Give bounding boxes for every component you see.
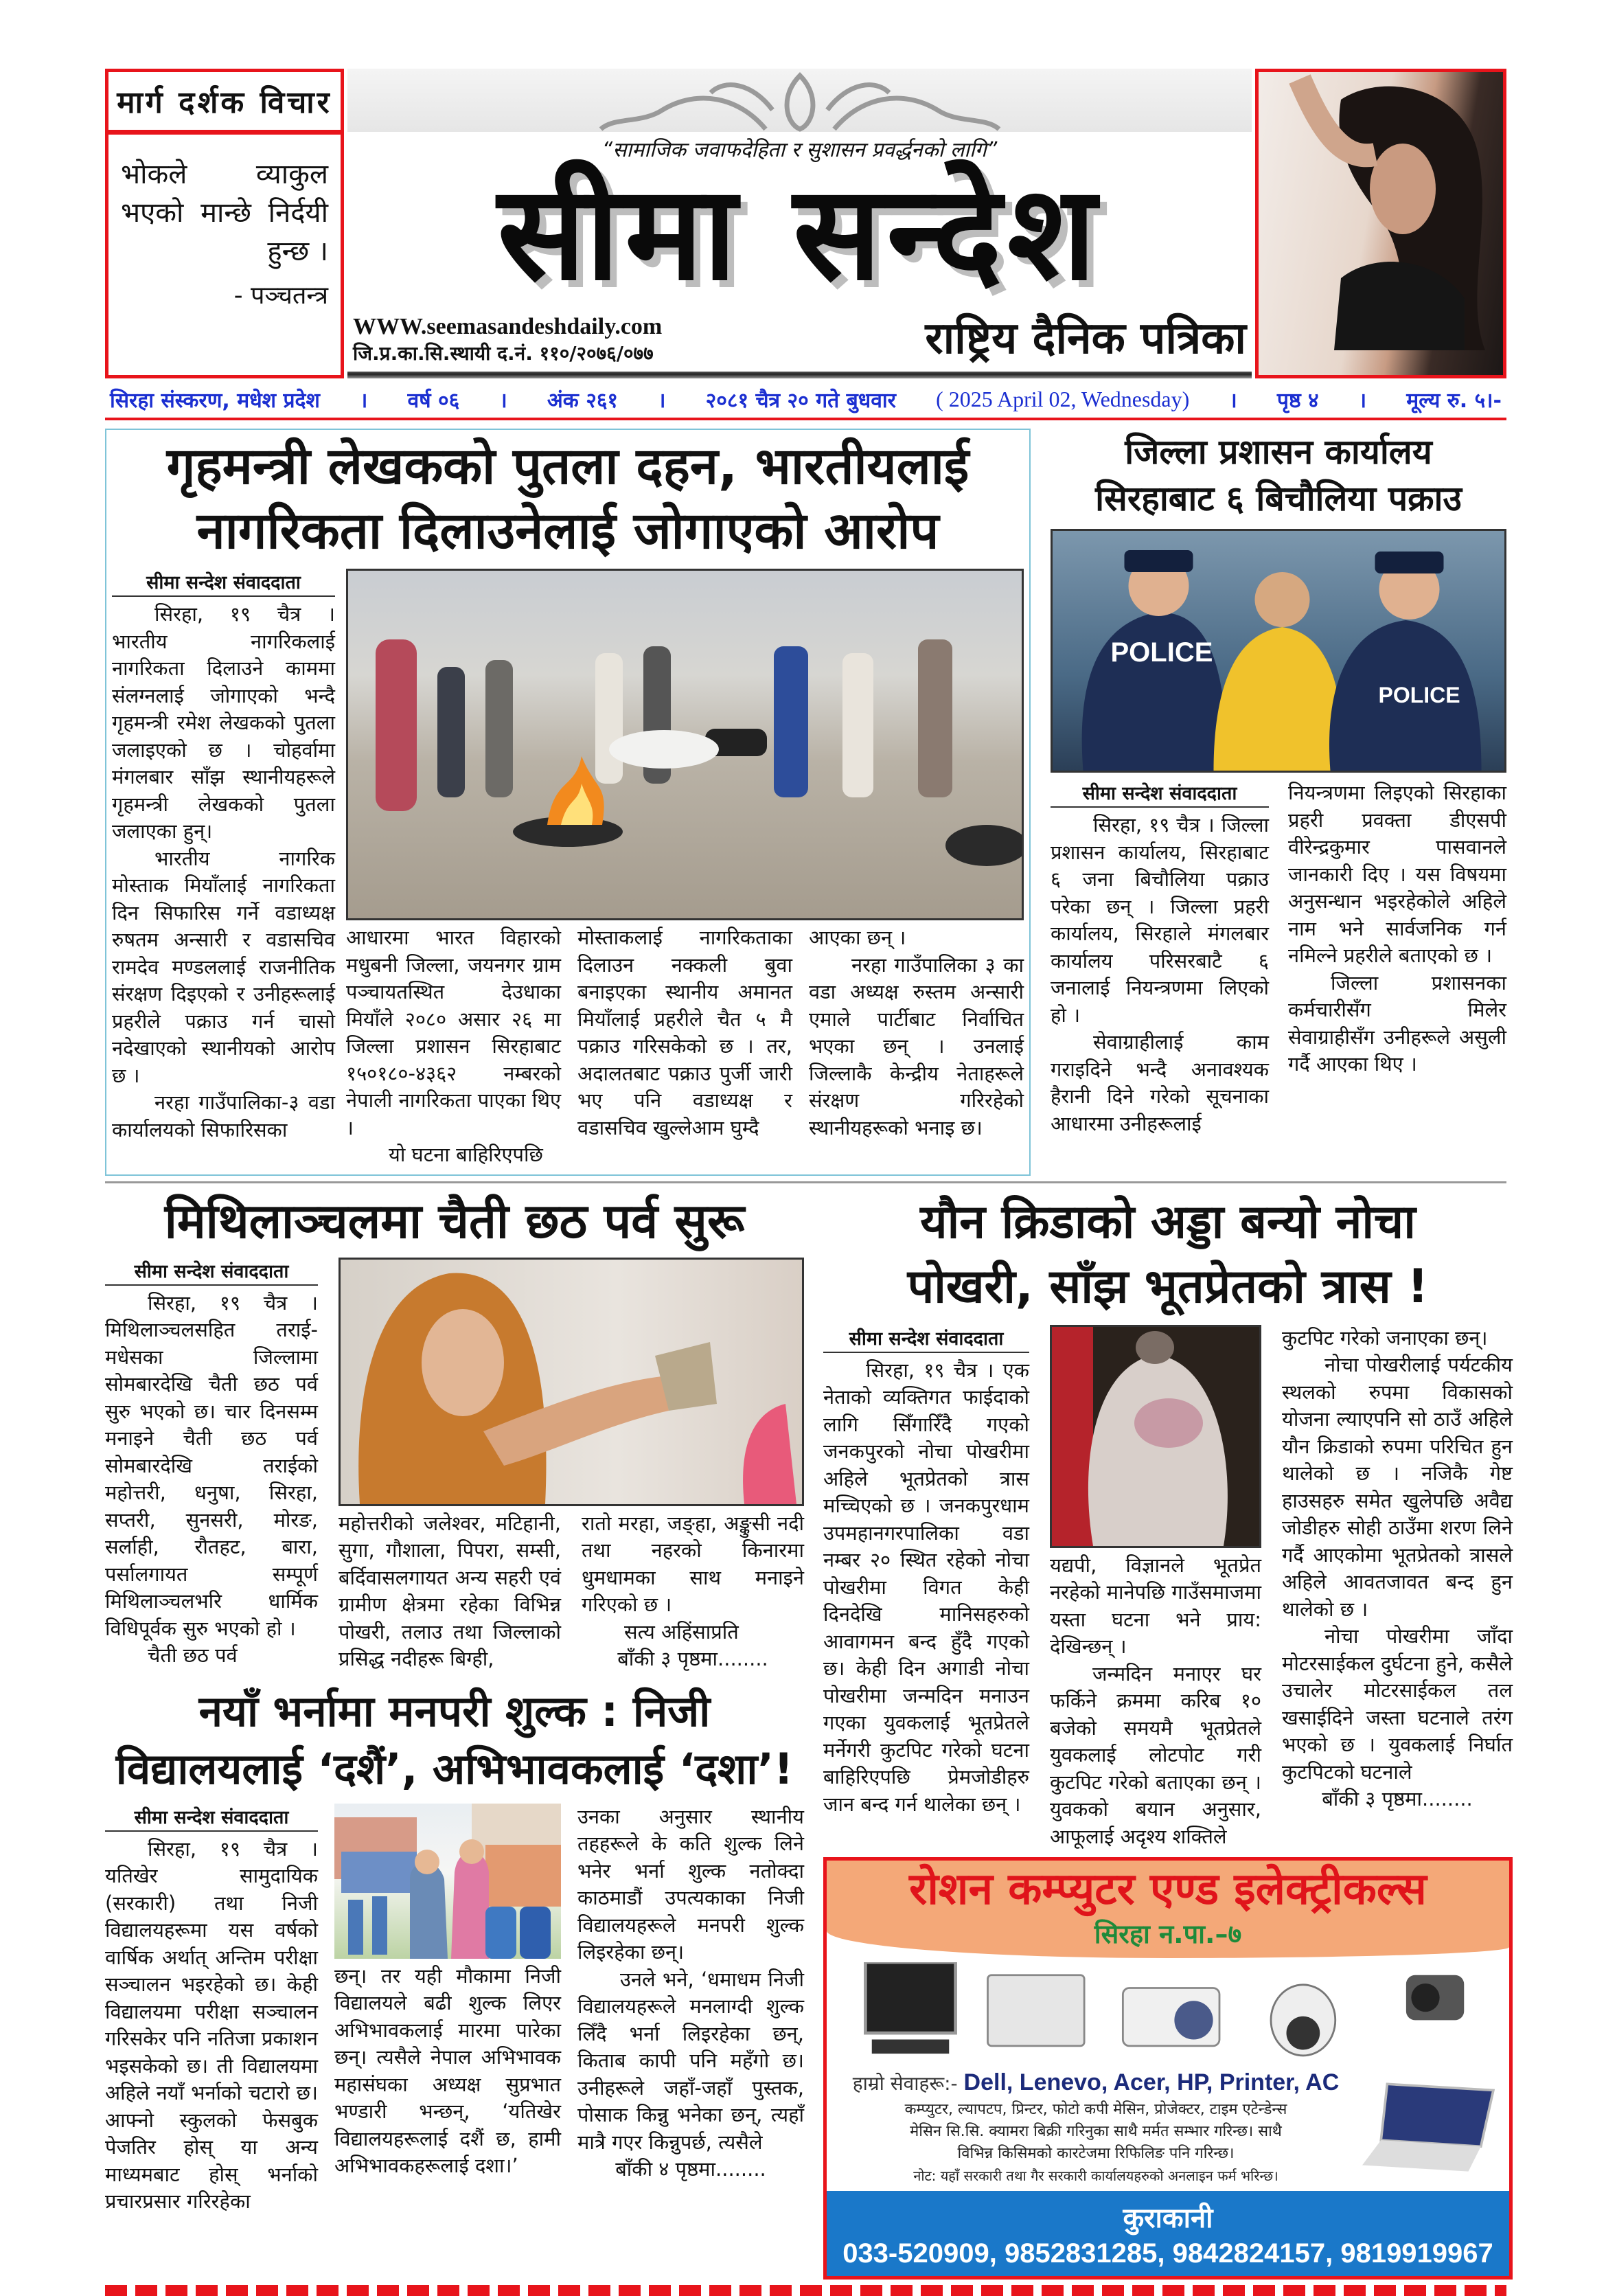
separator: । — [658, 389, 666, 413]
paragraph: यो घटना बाहिरिएपछि — [389, 1143, 543, 1167]
byline: सीमा सन्देश संवाददाता — [105, 1258, 318, 1286]
ad-title: रोशन कम्प्युटर एण्ड इलेक्ट्रीकल्स — [909, 1864, 1427, 1916]
masthead-tagline: “सामाजिक जवाफदेहिता र सुशासन प्रवर्द्धनको लागि” — [601, 138, 998, 162]
headline-line: नागरिकता दिलाउनेलाई जोगाएको आरोप — [196, 501, 939, 561]
woman-offering-water-icon — [341, 1260, 802, 1504]
section-divider — [105, 1181, 1506, 1183]
chhath-worshipper-photo — [339, 1258, 804, 1506]
headline-line: नयाँ भर्नामा मनपरी शुल्क : निजी — [198, 1685, 711, 1736]
paragraph: आधारमा भारत विहारको मधुबनी जिल्ला, जयनगर ग्राम पञ्चायतस्थित देउधाका मियाँले २०८० असार २६ मा जिल्ला प्रशासन सिरहाबाट १५०१८०-४३६२ नम्बरको नेपाली नागरिकता पाएका थिए । — [346, 926, 561, 1139]
thought-box-title: मार्ग दर्शक विचार — [108, 72, 341, 135]
issue-number: अंक २६१ — [547, 389, 619, 413]
crowd-with-fire-icon — [348, 571, 1024, 918]
ad-services-label: हाम्रो सेवाहरू:- — [852, 2071, 958, 2095]
bottom-stories-row — [105, 1190, 1513, 2280]
article-headline[interactable] — [112, 434, 1024, 563]
article-body — [105, 1258, 804, 1673]
article-column — [1288, 780, 1506, 1078]
woman-portrait-icon — [1259, 72, 1503, 350]
paragraph: मोस्ताकलाई नागरिकताका दिलाउन नक्कली बुवा बनाइएका स्थानीय अमानत मियाँलाई प्रहरीले चैत ५ मै पक्राउ गरिसकेको छ । तर, अदालतबाट पक्राउ पुर्जी जारी भए पनि वडाध्यक्ष र वडासचिव खुल्लेआम घुम्दै — [577, 926, 792, 1139]
separator: । — [499, 389, 507, 413]
header — [105, 69, 1506, 378]
headline-line: जिल्ला प्रशासन कार्यालय — [1125, 432, 1432, 473]
article-left-column — [823, 1325, 1029, 1819]
thought-quote: भोकले व्याकुल भएको मान्छे निर्दयी हुन्छ । — [121, 159, 328, 267]
thought-of-the-day-box — [105, 69, 344, 378]
parents-and-students-icon — [334, 1804, 561, 1959]
headline-line: यौन क्रिडाको अड्डा बन्यो नोचा — [920, 1194, 1416, 1249]
paragraph: छन्। तर यही मौकामा निजी विद्यालयले बढी शुल्क लिएर अभिभावकलाई मारमा पारेका छन्। त्यसैले नेपाल अभिभावक महासंघका अध्यक्ष सुप्रभात भण्डारी भन्छन्, ‘यतिखेर विद्यालयहरूलाई दशैं छ, हामी अभिभावकहरूलाई दशा।’ — [334, 1964, 561, 2178]
registration-number: जि.प्र.का.सि.स्थायी द.नं. ११०/२०७६/०७७ — [353, 342, 654, 365]
newspaper-page — [105, 69, 1513, 2296]
header-divider — [105, 418, 1506, 420]
article-chhath-festival[interactable] — [105, 1190, 804, 1673]
continued-on-page[interactable]: बाँकी ३ पृष्ठमा........ — [617, 1647, 768, 1671]
paragraph: सिरहा, १९ चैत्र । मिथिलाञ्चलसहित तराई-मधेसका जिल्लामा सोमबारदेखि चैती छठ पर्व सुरु भएको छ। चार दिनसम्म मनाइने चैती छठ पर्व सोमबारदेखि तराईको महोत्तरी, धनुषा, सिरहा, सप्तरी, सुनसरी, मोरङ, सर्लाही, रौतहट, बारा, पर्सालगायत सम्पूर्ण मिथिलाञ्चलभरि धार्मिक विधिपूर्वक सुरु भएको हो । — [105, 1291, 318, 1640]
dateline-bar — [105, 378, 1506, 418]
article-column — [577, 1804, 804, 2183]
article-nocha-pond[interactable] — [823, 1190, 1513, 1851]
article-left-column — [1051, 780, 1269, 1137]
article-column — [823, 1357, 1029, 1819]
ad-contact-bar — [827, 2191, 1509, 2276]
ad-services-area — [827, 2065, 1509, 2191]
paragraph: सिरहा, १९ चैत्र । एक नेताको व्यक्तिगत फाईदाको लागि सिँगारिँदै गएको जनकपुरको नोचा पोखरीमा अहिले भूतप्रेतको त्रास मच्चिएको छ । जनकपुरधाम उपमहानगरपालिका वडा नम्बर २० स्थित रहेको नोचा पोखरीमा विगत केही दिनदेखि मानिसहरुको आवागमन बन्द हुँदै गएको छ। केही दिन अगाडी नोचा पोखरीमा जन्मदिन मनाउन गएका युवकलाई भूतप्रेतले मर्नेगरी कुटपिट गरेको घटना बाहिरिएपछि प्रेमजोडीहरु जान बन्द गर्न थालेका छन् । — [823, 1358, 1029, 1816]
article-home-minister[interactable] — [105, 429, 1031, 1176]
separator: । — [1358, 389, 1367, 413]
paragraph: आएका छन् । — [809, 926, 906, 950]
paragraph: नोचा पोखरीलाई पर्यटकीय स्थलको रुपमा विकासको योजना ल्याएपनि सो ठाउँ अहिले यौन क्रिडाको रुपमा परिचित हुन थालेको छ । नजिकै गेष्ट हाउसहरु समेत खुलेपछि अवैद्य जोडीहरु सोही ठाउँमा शरण लिने गर्दै आएकोमा भूतप्रेतको त्रासले अहिले आवतजावत बन्द हुन थालेको छ । — [1282, 1353, 1513, 1621]
article-column — [339, 1510, 561, 1673]
article-body — [1051, 780, 1506, 1137]
ad-brands: Dell, Lenevo, Acer, HP, Printer, AC — [963, 2069, 1340, 2095]
paragraph: भारतीय नागरिक मोस्ताक मियाँलाई नागरिकता दिन सिफारिस गर्ने वडाध्यक्ष रुषतम अन्सारी र वडासचिव रामदेव मण्डललाई राजनीतिक संरक्षण दिइएको र उनीहरूलाई प्रहरीले पक्राउ गर्न चासो नदेखाएको स्थानीयको आरोप छ । — [112, 846, 335, 1087]
ornament-flourish — [347, 69, 1252, 132]
article-left-column — [105, 1258, 318, 1670]
paragraph: उनले भने, ‘धमाधम निजी विद्यालयहरूले मनलाग्दी शुल्क लिँदै भर्ना लिइरहेका छन्, किताब कापी पनि महँगो छ। उनीहरूले जहाँ-जहाँ पुस्तक, पोसाक किन्नु भनेका छन्, त्यहाँ मात्रै गएर किन्नुपर्छ, त्यसैले — [577, 1967, 804, 2154]
masthead-bottom-row — [347, 304, 1252, 372]
headline-line: गृहमन्त्री लेखकको पुतला दहन, भारतीयलाई — [166, 437, 970, 497]
article-column — [809, 924, 1024, 1141]
article-headline[interactable] — [105, 1190, 804, 1252]
masthead-info — [353, 314, 662, 366]
edition: सिरहा संस्करण, मधेश प्रदेश — [110, 389, 320, 413]
article-headline[interactable] — [105, 1683, 804, 1798]
left-stack — [105, 1190, 804, 2216]
article-column — [1282, 1325, 1513, 1813]
article-column — [1050, 1552, 1261, 1851]
article-column — [112, 601, 335, 1144]
footer-dashed-border — [105, 2285, 1506, 2296]
police-lettering: POLICE — [1378, 683, 1460, 708]
ad-services-text — [836, 2069, 1355, 2187]
paragraph: नियन्त्रणमा लिइएको सिरहाका प्रहरी प्रवक्ता डीएसपी वीरेन्द्रकुमार पासवानले जानकारी दिए । यस विषयमा अनुसन्धान भइरहेकोले अहिले नाम भने सार्वजनिक गर्न नमिल्ने प्रहरीले बताएको छ । — [1288, 781, 1506, 968]
ad-description — [836, 2099, 1355, 2187]
thought-attribution: - पञ्चतन्त्र — [233, 282, 328, 310]
advertisement-roshan-computer[interactable] — [823, 1857, 1513, 2280]
ad-description-line: कम्प्युटर, ल्यापटप, प्रिन्टर, फोटो कपी मेसिन, प्रोजेक्टर, टाइम एटेन्डेन्स — [904, 2100, 1287, 2118]
article-body — [823, 1325, 1513, 1851]
separator: । — [1229, 389, 1237, 413]
article-column — [105, 1836, 318, 2216]
separator: । — [360, 389, 368, 413]
continued-on-page[interactable]: बाँकी ३ पृष्ठमा........ — [1322, 1787, 1473, 1811]
ad-description-line: विभिन्न किसिमको कारटेजमा रिफिलिङ पनि गरिन्छ। — [957, 2144, 1235, 2162]
paragraph: उनका अनुसार स्थानीय तहहरूले के कति शुल्क लिने भनेर भर्ना शुल्क नतोक्दा काठमाडौं उपत्यकाका निजी विद्यालयहरूले मनपरी शुल्क लिइरहेका छन्। — [577, 1804, 804, 1964]
bruised-back-icon — [1052, 1327, 1259, 1546]
top-stories-row — [105, 429, 1506, 1176]
continued-on-page[interactable]: बाँकी ४ पृष्ठमा........ — [615, 2157, 766, 2181]
masthead-subtitle: राष्ट्रिय दैनिक पत्रिका — [925, 313, 1246, 365]
paragraph: सिरहा, १९ चैत्र । जिल्ला प्रशासन कार्यालय, सिरहाबाट ६ जना बिचौलिया पक्राउ परेका छन् । जिल्ला प्रहरी कार्यालय, सिरहाले मंगलबार कार्यालय परिसरबाटै ६ जनालाई नियन्त्रणमा लिएको हो । — [1051, 813, 1269, 1027]
price: मूल्य रु. ५।- — [1406, 389, 1502, 413]
article-middle-area — [334, 1804, 561, 2180]
article-column — [1051, 812, 1269, 1137]
article-right-area — [339, 1258, 804, 1673]
ad-contact-label: कुराकानी — [1123, 2202, 1213, 2234]
newspaper-title: सीमा सन्देश — [497, 157, 1102, 309]
article-column — [577, 924, 792, 1141]
effigy-burning-photo — [346, 569, 1024, 920]
laptop-icon — [1362, 2076, 1500, 2179]
masthead-rule — [347, 372, 1252, 378]
right-stack — [823, 1190, 1513, 2280]
article-columns-row — [346, 924, 1024, 1169]
volume-year: वर्ष ०६ — [407, 389, 460, 413]
website-link[interactable]: WWW.seemasandeshdaily.com — [353, 314, 663, 340]
article-column — [582, 1510, 804, 1673]
model-photo — [1255, 69, 1506, 378]
article-headline[interactable] — [823, 1190, 1513, 1319]
paragraph: नरहा गाउँपालिका-३ वडा कार्यालयको सिफारिसका — [112, 1091, 335, 1141]
article-right-area — [346, 569, 1024, 1169]
paragraph: नरहा गाउँपालिका ३ का वडा अध्यक्ष रुस्तम अन्सारी एमाले पार्टीबाट निर्वाचित भएका छन् । उनलाई जिल्लाकै केन्द्रीय नेताहरूले संरक्षण गरिरहेको स्थानीयहरूको भनाइ छ। — [809, 953, 1024, 1139]
ad-services — [836, 2069, 1355, 2096]
article-school-fees[interactable] — [105, 1683, 804, 2216]
school-illustration — [334, 1804, 561, 1959]
paragraph: यद्यपी, विज्ञानले भूतप्रेत नरहेको मानेपछि गाउँसमाजमा यस्ता घटना भने प्राय: देखिन्छन् । — [1050, 1553, 1261, 1659]
headline-line: विद्यालयलाई ‘दशैं’, अभिभावकलाई ‘दशा’! — [115, 1743, 794, 1794]
ad-note: नोट: यहाँ सरकारी तथा गैर सरकारी कार्यालयहरुको अनलाइन फर्म भरिन्छ। — [913, 2167, 1278, 2184]
article-middle-area — [1050, 1325, 1261, 1851]
paragraph: जन्मदिन मनाएर घर फर्किने क्रममा करिब १० बजेको समयमै भूतप्रेतले युवकलाई लोटपोट गरी कुटपिट गरेको बताएका छन् । युवकको बयान अनुसार, आफूलाई अदृश्य शक्तिले — [1050, 1661, 1261, 1848]
byline: सीमा सन्देश संवाददाता — [823, 1325, 1029, 1353]
article-column — [105, 1290, 318, 1670]
article-body — [105, 1804, 804, 2216]
byline: सीमा सन्देश संवाददाता — [105, 1804, 318, 1832]
paragraph: जिल्ला प्रशासनका कर्मचारीसँग मिलेर सेवाग्राहीसँग उनीहरूले असुली गर्दै आएका थिए । — [1288, 970, 1506, 1076]
article-column — [346, 924, 561, 1169]
ornament-icon — [560, 69, 1040, 132]
ad-location: सिरहा न.पा.–७ — [1094, 1918, 1242, 1949]
ad-orange-banner — [827, 1861, 1509, 1958]
masthead — [347, 69, 1252, 378]
ad-products-icon — [838, 1962, 1498, 2065]
article-headline[interactable] — [1051, 429, 1506, 522]
injured-back-photo — [1050, 1325, 1261, 1548]
article-left-column — [112, 569, 335, 1144]
headline-line: पोखरी, साँझ भूतप्रेतको त्रास ! — [907, 1259, 1429, 1314]
paragraph: कुटपिट गरेको जनाएका छन्। — [1282, 1326, 1488, 1350]
paragraph: सिरहा, १९ चैत्र । यतिखेर सामुदायिक (सरकारी) तथा निजी विद्यालयहरूमा यस वर्षको वार्षिक अर्थात् अन्तिम परीक्षा सञ्चालन भइरहेको छ। केही विद्यालयमा परीक्षा सञ्चालन गरिसकेर पनि नतिजा प्रकाशन भइसकेको छ। ती विद्यालयमा अहिले नयाँ भर्नाको चटारो छ। आफ्नो स्कुलको फेसबुक पेजतिर होस् या अन्य माध्यमबाट होस् भर्नाको प्रचारप्रसार गरिरहेका — [105, 1837, 318, 2214]
article-body — [112, 569, 1024, 1169]
police-lettering: POLICE — [1110, 637, 1213, 668]
article-left-column — [105, 1804, 318, 2216]
paragraph: नोचा पोखरीमा जाँदा मोटरसाईकल दुर्घटना हुने, कसैले उचालेर मोटरसाईकल तल खसाईदिने जस्ता घटनाले तरंग भएको छ । युवकलाई निर्घात कुटपिटको घटनाले — [1282, 1624, 1513, 1784]
headline-line: सिरहाबाट ६ बिचौलिया पक्राउ — [1095, 479, 1462, 519]
date-nepali: २०८१ चैत्र २० गते बुधवार — [705, 389, 896, 413]
ad-description-line: मेसिन सि.सि. क्यामरा बिक्री गरिनुका साथै मर्मत सम्भार गरिन्छ। साथै — [910, 2122, 1282, 2140]
date-english: ( 2025 April 02, Wednesday) — [936, 387, 1190, 412]
article-columns-row — [339, 1510, 804, 1673]
ad-phone-numbers[interactable]: 033-520909, 9852831285, 9842824157, 9819919967 — [842, 2238, 1493, 2269]
article-column — [334, 1963, 561, 2180]
paragraph: सत्य अहिंसाप्रति — [624, 1619, 739, 1644]
paragraph: रातो मरहा, जङ्हा, अङ्कुसी नदी तथा नहरको किनारमा धुमधामका साथ मनाइने गरिएको छ । — [582, 1511, 804, 1617]
byline: सीमा सन्देश संवाददाता — [112, 569, 335, 597]
article-middlemen-arrest[interactable] — [1051, 429, 1506, 1137]
paragraph: चैती छठ पर्व — [148, 1644, 238, 1668]
page-number: पृष्ठ ४ — [1276, 389, 1319, 413]
headline-line: मिथिलाञ्चलमा चैती छठ पर्व सुरू — [164, 1192, 745, 1249]
police-officers-icon — [1053, 531, 1504, 771]
byline: सीमा सन्देश संवाददाता — [1051, 780, 1269, 808]
paragraph: सिरहा, १९ चैत्र । भारतीय नागरिकलाई नागरिकता दिलाउने काममा संलग्नलाई जोगाएको भन्दै गृहमन्त्री रमेश लेखकको पुतला जलाइएको छ । चोहर्वामा मंगलबार साँझ स्थानीयहरूले गृहमन्त्री लेखकको पुतला जलाएका हुन्। — [112, 602, 335, 843]
police-arrest-illustration — [1051, 529, 1506, 773]
paragraph: महोत्तरीको जलेश्वर, मटिहानी, सुगा, गौशाला, पिपरा, सम्सी, बर्दिवासलगायत अन्य सहरी एवं ग्रामीण क्षेत्रमा रहेका विभिन्न पोखरी, तलाउ तथा जिल्लाको प्रसिद्ध नदीहरू बिग्ही, — [339, 1511, 561, 1671]
paragraph: सेवाग्राहीलाई काम गराइदिने भन्दै अनावश्यक हैरानी दिने गरेको सूचनाका आधारमा उनीहरूलाई — [1051, 1030, 1269, 1135]
